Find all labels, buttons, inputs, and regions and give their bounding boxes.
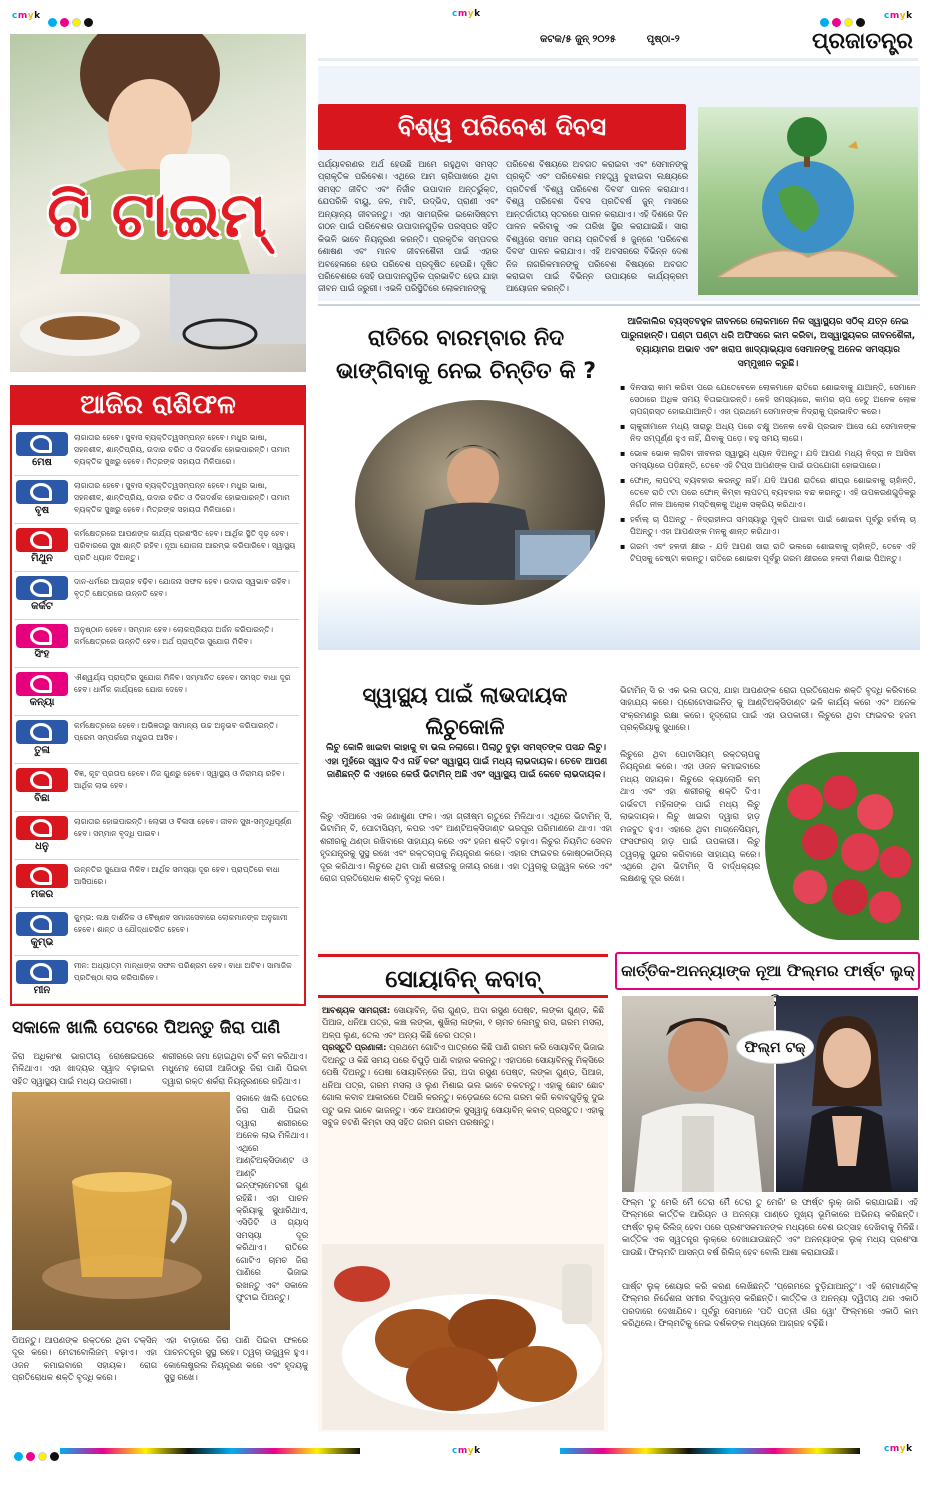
zodiac-icon bbox=[16, 480, 68, 504]
color-dots-left bbox=[48, 12, 96, 31]
lychee-body1: ଲିଚୁ ଏସିଆରେ ଏକ ଜଣାଶୁଣା ଫଳ। ଏହା ଗ୍ରୀଷ୍ମ ଋତୁରେ ମିଳିଥାଏ। ଏଥିରେ ଭିଟାମିନ୍ ସି, ଭିଟାମିନ୍ ବି, ପୋଟାସିୟମ୍, କପର ଏବଂ ଆଣ୍ଟିଅକ୍ସିଡାଣ୍ଟ ଭରପୂର ପରିମାଣରେ ଥାଏ। ଏହା ଶରୀରକୁ ଥଣ୍ଡା ରଖିବାରେ ସାହାଯ୍ୟ କରେ ଏବଂ ହଜମ ଶକ୍ତି ବଢ଼ାଏ। ଲିଚୁର ନିୟମିତ ସେବନ ହୃଦଯନ୍ତ୍ରକୁ ସୁସ୍ଥ ରଖେ ଏବଂ ରକ୍ତଚାପକୁ ନିୟନ୍ତ୍ରଣ କରେ। ଏହାର ଫାଇବର କୋଷ୍ଠକାଠିନ୍ୟ ଦୂର କରିଥାଏ। ଲିଚୁରେ ଥିବା ପାଣି ଶରୀରକୁ ଜଳୀୟ ରଖେ। ଏହା ତ୍ୱଚାକୁ ଉଜ୍ଜ୍ୱଳ କରେ ଏବଂ ରୋଗ ପ୍ରତିରୋଧକ ଶକ୍ତି ବୃଦ୍ଧି କରେ। bbox=[320, 811, 612, 884]
jeera-photo bbox=[12, 1092, 230, 1330]
environment-rule bbox=[318, 304, 920, 306]
zodiac-text: ଲାଗାତାର ହୋଇପାରନ୍ତି। ଲୋଭୀ ଓ ବିଳାସୀ ହେବେ। ଜୀବନ ସୁଖ-ସମୃଦ୍ଧିପୂର୍ଣ୍ଣ ହେବ। ସମ୍ମାନ ବୃଦ୍ଧି ପାଇବ। bbox=[74, 817, 292, 838]
zodiac-icon bbox=[16, 624, 68, 648]
zodiac-name: ବିଛା bbox=[34, 793, 50, 804]
kabab-heading: ସୋୟାବିନ୍ କବାବ୍ bbox=[385, 965, 541, 993]
lychee-photo bbox=[765, 752, 919, 940]
zodiac-text: ଅନୁଷ୍ଠାନ ହେବେ। ସମ୍ମାନ ହେବ। ଲୋକପ୍ରିୟତା ଅର୍ଜନ କରିପାରନ୍ତି। କର୍ମକ୍ଷେତ୍ରରେ ଉନ୍ନତି ହେବ। ଅର୍ଥ ପ୍ରାପ୍ତିର ସୁଯୋଗ ମିଳିବ। bbox=[74, 625, 274, 646]
zodiac-text: ଐଶ୍ୱର୍ଯ୍ୟ ପ୍ରାପ୍ତିର ସୁଯୋଗ ମିଳିବ। ସମ୍ମାନିତ ହେବେ। ସମସ୍ତ ବାଧା ଦୂର ହେବ। ଧାର୍ମିକ କାର୍ଯ୍ୟରେ ଯୋଗ ଦେବେ। bbox=[74, 673, 291, 694]
color-strip bbox=[60, 1448, 360, 1454]
zodiac-icon bbox=[16, 672, 68, 696]
horoscope-title bbox=[10, 385, 306, 425]
zodiac-name: ବୃଷ bbox=[34, 505, 50, 516]
horoscope-row bbox=[14, 670, 299, 716]
sleep-points bbox=[620, 382, 916, 632]
film-talk-label: ଫିଲ୍ମ ଟକ୍ bbox=[744, 1040, 806, 1056]
brand-name: ପ୍ରଜାତନ୍ତ୍ର bbox=[812, 28, 913, 54]
film-photo-actress bbox=[776, 996, 918, 1192]
lychee-title-line2: ଲିଚୁକୋଳି bbox=[425, 714, 505, 739]
zodiac-icon bbox=[16, 816, 68, 840]
sleep-tip: ▪ ଦିନସାରା କାମ କରିବା ପରେ ଯେତେବେଳେ ଲୋକମାନେ ରାତିରେ ଶୋଇବାକୁ ଯାଆନ୍ତି, ସେମାନେ ସେଠାରେ ଅଧିକ ସମୟ ବିତାଇପାରନ୍ତି। କେହି ସମସ୍ୟାରେ, କାମର ଚାପ ହେତୁ ଅନେକ ଲୋକ ଚାପଗ୍ରସ୍ତ ହୋଇଯାଆନ୍ତି। ଏହା ପ୍ରଥମେ ସେମାନଙ୍କ ନିଦ୍ରାକୁ ପ୍ରଭାବିତ କରେ। bbox=[620, 382, 916, 418]
jeera-col1: ଜିରା ଅଧିକାଂଶ ଭାରତୀୟ ରୋଷେଇଘରେ ମିଳିଥାଏ। ଏହା ଖାଦ୍ୟର ସ୍ୱାଦ ବଢ଼ାଇବା ସହିତ ସ୍ୱାସ୍ଥ୍ୟ ପାଇଁ ମଧ୍ୟ ଉପକାରୀ। bbox=[12, 1051, 154, 1086]
cmyk-mark-right: cmyk bbox=[884, 11, 913, 21]
zodiac-icon bbox=[16, 864, 68, 888]
top-bar bbox=[0, 0, 930, 30]
tea-time-heading: ଟି ଟାଇମ୍ bbox=[47, 178, 267, 251]
cmyk-mark-bottom-center: cmyk bbox=[452, 1446, 481, 1456]
zodiac-icon bbox=[16, 960, 68, 984]
jeera-bottom1: ପିଅନ୍ତୁ। ଆପଣଙ୍କ ରକ୍ତରେ ଥିବା ଟକ୍ସିନ୍ ଦୂର କରେ। ମେଟାବୋଲିଜମ୍ ବଢ଼ାଏ। ଏହା ଓଜନ କମାଇବାରେ ସହାୟକ। ରୋଗ ପ୍ରତିରୋଧକ ଶକ୍ତି ବୃଦ୍ଧି କରେ। bbox=[12, 1335, 157, 1383]
sleep-tip: ▪ ଗରମ ଏବଂ ହଳଦୀ କ୍ଷୀର - ଯଦି ଆପଣ ସାରା ରାତି ଭଲରେ ଶୋଇବାକୁ ଚାହାଁନ୍ତି, ତେବେ ଏହି ଟିପ୍ସକୁ ଚେଷ୍ଟା କରନ୍ତୁ। ରାତିରେ ଶୋଇବା ପୂର୍ବରୁ ଗରମ କ୍ଷୀରରେ ହଳଦୀ ମିଶାଇ ପିଅନ୍ତୁ। bbox=[620, 541, 916, 565]
zodiac-icon bbox=[16, 432, 68, 456]
zodiac-icon bbox=[16, 528, 68, 552]
zodiac-name: ତୁଳା bbox=[34, 745, 50, 756]
date-line bbox=[540, 34, 680, 45]
film-body: ଫିଲ୍ମ 'ତୁ ମେରି ମୈଁ ତେରା ମୈଁ ତେରା ତୁ ମେରି' ର ଫାର୍ଷ୍ଟ ଲୁକ୍ ଜାରି କରାଯାଇଛି। ଏହି ଫିଲ୍ମରେ କାର୍ତ୍ତିକ ଆରିୟନ ଓ ଅନନ୍ୟା ପାଣ୍ଡେ ମୁଖ୍ୟ ଭୂମିକାରେ ଅଭିନୟ କରିଛନ୍ତି। ଫାର୍ଷ୍ଟ ଲୁକ୍ ରିଲିଜ୍ ହେବା ପରେ ପ୍ରଶଂସକମାନଙ୍କ ମଧ୍ୟରେ ବେଶ ଉତ୍ସାହ ଦେଖିବାକୁ ମିଳିଛି। କାର୍ତ୍ତିକ ଏକ ସ୍ୱତନ୍ତ୍ର ଲୁକ୍‌ରେ ଦେଖାଯାଉଛନ୍ତି ଏବଂ ଅନନ୍ୟାଙ୍କ ଲୁକ୍ ମଧ୍ୟ ପ୍ରଶଂସା ପାଉଛି। ଫିଲ୍ମଟି ଆସନ୍ତା ବର୍ଷ ରିଲିଜ୍ ହେବ ବୋଲି ଆଶା କରାଯାଉଛି। bbox=[622, 1197, 918, 1257]
sleep-intro: ଆଜିକାଲିର ବ୍ୟସ୍ତବହୁଳ ଜୀବନରେ ଲୋକମାନେ ନିଜ ସ୍ୱାସ୍ଥ୍ୟର ସଠିକ୍ ଯତ୍ନ ନେଇ ପାରୁନାହାନ୍ତି। ଘଣ୍ଟା ଘଣ୍ଟା ଧରି ଅଫିସରେ କାମ କରିବା, ଅସ୍ୱାସ୍ଥ୍ୟକର ଜୀବନଶୈଳୀ, ବ୍ୟାୟାମର ଅଭାବ ଏବଂ ଖରାପ ଖାଦ୍ୟାଭ୍ୟାସ ସେମାନଙ୍କୁ ଅନେକ ସମସ୍ୟାର ସମ୍ମୁଖୀନ କରୁଛି। bbox=[620, 317, 916, 369]
sleep-title bbox=[320, 322, 612, 388]
kabab-photo bbox=[322, 1244, 604, 1430]
horoscope-row bbox=[14, 862, 299, 908]
zodiac-name: ସିଂହ bbox=[34, 649, 50, 660]
cmyk-mark-left: cmyk bbox=[12, 11, 41, 21]
horoscope-row bbox=[14, 430, 299, 476]
bottom-bar bbox=[0, 1440, 930, 1464]
zodiac-name: କର୍କଟ bbox=[31, 601, 53, 612]
sleep-tip: ▪ ଚାକୁରୀମାନେ ମଧ୍ୟ ସାରାରୁ ଅଧ୍ୟ ପରେ ଚକ୍ଷୁ ଅନେକ ବେଶି ପ୍ରଭାବ ଆସେ ଯେ ସେମାନଙ୍କ ନିଦ ସମ୍ପୂର୍ଣ୍ଣ ହୁଏ ନାହିଁ, ଯିବାକୁ ପଡ଼େ। ବହୁ ସମୟ ଲାଗେ। bbox=[620, 421, 916, 445]
sleep-title-line1: ରାତିରେ ବାରମ୍ବାର ନିଦ bbox=[367, 326, 565, 351]
zodiac-name: ଧନୁ bbox=[35, 841, 49, 852]
zodiac-text: ଲାଗାତାର ହେବେ। ସୁବାସ ବ୍ୟକ୍ତିତ୍ୱସମ୍ପନ୍ନ ହେବେ। ମଧୁର ଭାଷା, ସହନଶୀଳ, ଶାନ୍ତିପ୍ରିୟ, ଉଦାର ଚରିତ ଓ ଦିଗଦର୍ଶକ ହୋଇପାରନ୍ତି। ତାମାମ ବ୍ୟକ୍ତିକ ସୁଖରୁ ହେବେ। ମିତ୍ରଙ୍କ ସହାୟତା ମିଳିପାରେ। bbox=[74, 481, 290, 514]
lychee-body3: ଲିଚୁରେ ଥିବା ପୋଟାସିୟମ୍ ରକ୍ତଚାପକୁ ନିୟନ୍ତ୍ରଣ କରେ। ଏହା ଓଜନ କମାଇବାରେ ମଧ୍ୟ ସହାୟକ। ଲିଚୁରେ କ୍ୟାଲୋରି କମ୍ ଥାଏ ଏବଂ ଏହା ଶରୀରକୁ ଶକ୍ତି ଦିଏ। ଗର୍ଭବତୀ ମହିଳାଙ୍କ ପାଇଁ ମଧ୍ୟ ଲିଚୁ ଲାଭଦାୟକ। ଲିଚୁ ଖାଇବା ଦ୍ୱାରା ହାଡ଼ ମଜବୁତ ହୁଏ। ଏହାରେ ଥିବା ମାଗ୍ନେସିୟମ୍, ଫସଫରସ୍ ହାଡ଼ ପାଇଁ ଉପକାରୀ। ଲିଚୁ ତ୍ୱଚାକୁ ସୁନ୍ଦର କରିବାରେ ସାହାଯ୍ୟ କରେ। ଏଥିରେ ଥିବା ଭିଟାମିନ୍ ସି ବାର୍ଦ୍ଧକ୍ୟର ଲକ୍ଷଣକୁ ଦୂର ରଖେ। bbox=[620, 749, 760, 884]
horoscope-row bbox=[14, 574, 299, 620]
brand-logo bbox=[812, 28, 913, 54]
zodiac-text: ଉନ୍ନତିର ସୁଯୋଗ ମିଳିବ। ଆର୍ଥିକ ସମସ୍ୟା ଦୂର ହେବ। ପ୍ରାପ୍ତିରେ ବାଧା ଆସିପାରେ। bbox=[74, 865, 280, 886]
zodiac-name: ମକର bbox=[30, 889, 54, 900]
issue-date: କଟକ/୫ ଜୁନ୍ ୨୦୨୫ bbox=[540, 34, 616, 45]
cmyk-mark-center: cmyk bbox=[452, 9, 481, 19]
horoscope-row bbox=[14, 526, 299, 572]
jeera-heading: ସକାଳେ ଖାଲି ପେଟରେ ପିଅନ୍ତୁ ଜିରା ପାଣି bbox=[12, 1018, 281, 1038]
zodiac-text: କର୍ମକ୍ଷେତ୍ରରେ ହେବେ। ଅଭିଜ୍ଞତାରୁ ସାମାନ୍ୟ ଉଚ୍ଚ ଅନୁଭବ କରିପାରନ୍ତି। ପ୍ରେମ ସମ୍ପର୍କରେ ମଧୁରତା ଆସିବ। bbox=[74, 721, 278, 742]
lychee-lead: ଲିଚୁ କୋଳି ଖାଇବା କାହାକୁ ବା ଭଲ ନଲାଗେ। ପିଲାଠୁ ବୁଢ଼ା ସମସ୍ତଙ୍କ ପସନ୍ଦ ଲିଚୁ। ଏହା ମୁହଁରେ ସ୍ୱାଦ ଦିଏ ନାହିଁ ବରଂ ସ୍ୱାସ୍ଥ୍ୟ ପାଇଁ ମଧ୍ୟ ଲାଭଦାୟକ। ତେବେ ଆପଣ ଜାଣିଛନ୍ତି କି ଏହାରେ କେଉଁ ଭିଟାମିନ୍ ଅଛି ଏବଂ ସ୍ୱାସ୍ଥ୍ୟ ପାଇଁ କେବେ ଲାଭଦାୟକ। bbox=[324, 743, 608, 780]
horoscope-heading: ଆଜିର ରାଶିଫଳ bbox=[80, 390, 236, 420]
zodiac-name: ମିଥୁନ bbox=[31, 553, 53, 564]
environment-photo bbox=[698, 107, 918, 295]
header-rule bbox=[318, 58, 918, 61]
page-number: ପୃଷ୍ଠା-୨ bbox=[646, 34, 680, 45]
zodiac-icon bbox=[16, 768, 68, 792]
ingredients-label: ଆବଶ୍ୟକ ସାମଗ୍ରୀ: bbox=[322, 1005, 391, 1015]
zodiac-text: ବିଜ୍ଞ, କୂଟ ପ୍ରତାପ ହେବେ। ନିଜ ଗୁଣରୁ ହେବେ। ସ୍ୱାସ୍ଥ୍ୟ ଓ ନିରାମୟ ରହିବ। ଆର୍ଥିକ ଲାଭ ହେବ। bbox=[74, 769, 285, 790]
zodiac-text: କୁମ୍ଭ: ଲକ୍ଷ ଦାର୍ଶନିକ ଓ ବୈଷ୍ଣବ ସମାଜସେବାରେ ଲୋକମାନଙ୍କ ଅନୁଗାମୀ ହେବେ। ଶାନ୍ତ ଓ ଯୌଦ୍ଧାଚରିତ ହେବେ। bbox=[74, 913, 288, 934]
zodiac-name: ମୀନ bbox=[33, 985, 51, 996]
lychee-body2: ଭିଟାମିନ୍ ସି ର ଏକ ଭଲ ଉତ୍ସ, ଯାହା ଆପଣଙ୍କ ରୋଗ ପ୍ରତିରୋଧକ ଶକ୍ତି ବୃଦ୍ଧି କରିବାରେ ସାହାଯ୍ୟ କରେ। ପ୍ରୋଟୋସାଇନିଡ୍ କୁ ଆଣ୍ଟିଅକ୍ସିଡାଣ୍ଟ ଭଳି କାର୍ଯ୍ୟ କରେ ଏବଂ ଅନେକ ସଂକ୍ରମଣରୁ ରକ୍ଷା କରେ। ହୃଦ୍‌ରୋଗ ପାଇଁ ଏହା ଉପକାରୀ। ଲିଚୁରେ ଥିବା ଫାଇବର ହଜମ ପ୍ରକ୍ରିୟାକୁ ସୁଧାରେ। bbox=[620, 685, 916, 733]
environment-col1: ପର୍ଯ୍ୟାବରଣର ଅର୍ଥ ହେଉଛି ଆମେ ରହୁଥିବା ସମସ୍ତ ପ୍ରାକୃତିକ ପରିବେଶ। ଏଥିରେ ଆମ ଚାରିପାଖରେ ଥିବା ସମସ୍ତ ଜୀବିତ ଏବଂ ନିର୍ଜୀବ ଉପାଦାନ ଅନ୍ତର୍ଭୁକ୍ତ, ଯେପରିକି ବାୟୁ, ଜଳ, ମାଟି, ଉଦ୍ଭିଦ, ପ୍ରାଣୀ ଏବଂ ଅନ୍ୟାନ୍ୟ ଜୀବଜନ୍ତୁ। ଏହା ସାମଗ୍ରିକ ଇକୋସିଷ୍ଟମ ଗଠନ ପାଇଁ ପରିବେଶର ଉପାଦାନଗୁଡ଼ିକ ପରସ୍ପର ସହିତ କିଭଳି ଭାବେ ନିୟନ୍ତ୍ରଣ କରନ୍ତି। ପ୍ରକୃତିକ ସମ୍ପଦର ଶୋଷଣ ଏବଂ ମାନବ ଜୀବନଶୈଳୀ ପାଇଁ ଏହାର ଅବହେଳାରେ ହେଉ ପରିବେଶ ପ୍ରଦୂଷିତ ହେଉଛି। ଦୂଷିତ ପରିବେଶରେ ସେହି ଉପାଦାନଗୁଡ଼ିକ ପ୍ରଭାବିତ ହେଉ ଯାହା ଜୀବନ ପାଇଁ ଜରୁରୀ। ଏଭଳି ପରିସ୍ଥିତିରେ ଲୋକମାନଙ୍କୁ bbox=[318, 159, 498, 294]
sleep-tip: ▪ ଭୋକ ଭୋକ ଲାଗିବା ଜୀବନର ସ୍ୱାସ୍ଥ୍ୟ ଧ୍ୟାନ ଦିଅନ୍ତୁ। ଯଦି ଆପଣ ମଧ୍ୟ ନିଦ୍ରା ନ ଆସିବା ସମସ୍ୟାରେ ପଡ଼ିଛନ୍ତି, ତେବେ ଏହି ଟିପ୍ସ ଆପଣଙ୍କ ପାଇଁ ଉପଯୋଗୀ ହୋଇପାରେ। bbox=[620, 448, 916, 472]
horoscope-row bbox=[14, 718, 299, 764]
jeera-side: ସକାଳେ ଖାଲି ପେଟରେ ଜିରା ପାଣି ପିଇବା ଦ୍ୱାରା ଶରୀରରେ ଅନେକ ଲାଭ ମିଳିଥାଏ। ଏଥିରେ ଆଣ୍ଟିଅକ୍ସିଡାଣ୍ଟ ଓ ଆଣ୍ଟି ଇନ୍‌ଫ୍ଲାମେଟରୀ ଗୁଣ ରହିଛି। ଏହା ପାଚନ କ୍ରିୟାକୁ ସୁଧାରିଥାଏ, ଏସିଡିଟି ଓ ଗ୍ୟାସ୍ ସମସ୍ୟା ଦୂର କରିଥାଏ। ରାତିରେ ଗୋଟିଏ ଚାମଚ ଜିରା ପାଣିରେ ଭିଜାଇ ରଖନ୍ତୁ ଏବଂ ସକାଳେ ଫୁଟାଇ ପିଅନ୍ତୁ। bbox=[236, 1093, 308, 1302]
zodiac-icon bbox=[16, 576, 68, 600]
lychee-title bbox=[320, 680, 610, 743]
zodiac-name: କୁମ୍ଭ bbox=[30, 937, 54, 948]
zodiac-name: କନ୍ୟା bbox=[29, 697, 55, 708]
film-photo-actor bbox=[622, 996, 774, 1192]
cmyk-mark-bottom-right: cmyk bbox=[884, 1444, 913, 1454]
film-heading: କାର୍ତ୍ତିକ-ଅନନ୍ୟାଙ୍କ ନୂଆ ଫିଲ୍ମର ଫାର୍ଷ୍ଟ ଲୁକ୍ bbox=[621, 962, 915, 980]
zodiac-text: ଦାନ-ଧର୍ମରେ ଆଗ୍ରହ ବଢ଼ିବ। ଯୋଜନା ସଫଳ ହେବ। ଉଦାର ସ୍ୱଭାବ ରହିବ। ବୃତ୍ତି କ୍ଷେତ୍ରରେ ଉନ୍ନତି ହେବ। bbox=[74, 577, 290, 598]
color-strip-right bbox=[560, 1448, 860, 1454]
kabab-recipe bbox=[322, 1004, 604, 1240]
sleep-tip: ▪ ଫୋନ୍, ଲାପଟପ୍ ବ୍ୟବହାର କରନ୍ତୁ ନାହିଁ। ଯଦି ଆପଣ ରାତିରେ ଶୀଘ୍ର ଶୋଇବାକୁ ଚାହାଁନ୍ତି, ତେବେ ରାତି ୯ଟା ପରେ ଫୋନ୍ କିମ୍ବା ଲାପଟପ୍ ବ୍ୟବହାର ବନ୍ଦ କରନ୍ତୁ। ଏହି ଉପକରଣଗୁଡ଼ିକରୁ ନିର୍ଗତ ନୀଳ ଆଲୋକ ମସ୍ତିଷ୍କକୁ ଅଧିକ ସକ୍ରିୟ କରିଥାଏ। bbox=[620, 475, 916, 511]
horoscope-row bbox=[14, 766, 299, 812]
tea-time-title bbox=[12, 178, 302, 252]
jeera-bottom2: ଏହା ବାଡ଼ାରେ ଜିରା ପାଣି ପିଇବା ଫଳରେ ପାଚନତନ୍ତ୍ର ସୁସ୍ଥ ରହେ। ତ୍ୱଚା ଉଜ୍ଜ୍ୱଳ ହୁଏ। କୋଲେଷ୍ଟ୍ରଲ ନିୟନ୍ତ୍ରଣ କରେ ଏବଂ ହୃଦୟକୁ ସୁସ୍ଥ ରଖେ। bbox=[164, 1335, 308, 1383]
method-label: ପ୍ରସ୍ତୁତି ପ୍ରଣାଳୀ: bbox=[322, 1042, 387, 1053]
jeera-col2: ଶରୀରରେ ଜମା ହୋଇଥିବା ଚର୍ବି କମ କରିଥାଏ। ମଧୁମେହ ରୋଗୀ ଆଜିଠାରୁ ଜିରା ପାଣି ପିଇବା ଦ୍ୱାରା ରକ୍ତ ଶର୍କରା ନିୟନ୍ତ୍ରଣରେ ରହିଥାଏ। bbox=[162, 1051, 307, 1086]
sleep-title-line2: ଭାଙ୍ଗିବାକୁ ନେଇ ଚିନ୍ତିତ କି ? bbox=[335, 359, 597, 384]
color-dots-bottom-left bbox=[14, 1446, 62, 1465]
sleep-tip: ▪ ହର୍ବାଲ୍ ଚା ପିଅନ୍ତୁ - ନିଦ୍ରାହୀନତା ସମସ୍ୟାରୁ ମୁକ୍ତି ପାଇବା ପାଇଁ ଶୋଇବା ପୂର୍ବରୁ ହର୍ବାଲ୍ ଚା ପିଅନ୍ତୁ। ଏହା ଆପଣଙ୍କ ମନକୁ ଶାନ୍ତ କରିଥାଏ। bbox=[620, 514, 916, 538]
zodiac-text: ଲାଗାତାର ହେବେ। ସୁବାସ ବ୍ୟକ୍ତିତ୍ୱସମ୍ପନ୍ନ ହେବେ। ମଧୁର ଭାଷା, ସହନଶୀଳ, ଶାନ୍ତିପ୍ରିୟ, ଉଦାର ଚରିତ ଓ ଦିଗଦର୍ଶକ ହୋଇପାରନ୍ତି। ତାମାମ ବ୍ୟକ୍ତିକ ସୁଖରୁ ହେବେ। ମିତ୍ରଙ୍କ ସହାୟତା ମିଳିପାରେ। bbox=[74, 433, 290, 466]
zodiac-icon bbox=[16, 912, 68, 936]
method-text: ପ୍ରଥମେ ଗୋଟିଏ ପାତ୍ରରେ କିଛି ପାଣି ଗରମ କରି ସୋୟାବିନ୍ ଭିଜାଇ ଦିଅନ୍ତୁ ଓ କିଛି ସମୟ ପରେ ଚିପୁଡ଼ି ପାଣି ବାହାର କରନ୍ତୁ। ଏହାପରେ ସୋୟାବିନ୍‌କୁ ମିକ୍ସିରେ ପେଷି ଦିଅନ୍ତୁ। ପେଷା ସୋୟାବିନ୍‌ରେ ଜିରା, ଅଦା ରସୁଣ ପେଷ୍ଟ, ଲଙ୍କା ଗୁଣ୍ଡ, ପିଆଜ, ଧନିଆ ପତ୍ର, ଗରମ ମସଲା ଓ ଲୁଣ ମିଶାଇ ଭଲ ଭାବେ ଚକଟନ୍ତୁ। ଏହାକୁ ଛୋଟ ଛୋଟ ଗୋଲ କବାବ ଆକାରରେ ତିଆରି କରନ୍ତୁ। କଡ଼େଇରେ ତେଲ ଗରମ କରି କବାବଗୁଡ଼ିକୁ ଦୁଇ ପଟୁ ଭଲ ଭାବେ ଭାଜନ୍ତୁ। ଏବେ ଆପଣଙ୍କ ସୁସ୍ୱାଦୁ ସୋୟାବିନ୍ କବାବ୍ ପ୍ରସ୍ତୁତ। ଏହାକୁ ସବୁଜ ଚଟଣି କିମ୍ବା ସସ୍ ସହିତ ଗରମ ଗରମ ପରଷନ୍ତୁ। bbox=[322, 1042, 604, 1127]
film-body2: ପାର୍ଷ୍ଟ ଲୁକ୍ ଶେୟାର କରି କରଣ ଲେଖିଛନ୍ତି 'ପ୍ରେମରେ ବୁଡ଼ିଯାଆନ୍ତୁ'। ଏହି ରୋମାଣ୍ଟିକ୍ ଫିଲ୍ମର ନିର୍ଦ୍ଦେଶନା ସମୀର ବିଦ୍ୱାନ୍ସ କରିଛନ୍ତି। କାର୍ତ୍ତିକ ଓ ଅନନ୍ୟା ଦ୍ୱିତୀୟ ଥର ଏକାଠି ପରଦାରେ ଦେଖାଯିବେ। ପୂର୍ବରୁ ସେମାନେ 'ପତି ପତ୍ନୀ ଔର ୱୋ' ଫିଲ୍ମରେ ଏକାଠି କାମ କରିଥିଲେ। ଫିଲ୍ମଟିକୁ ନେଇ ଦର୍ଶକଙ୍କ ମଧ୍ୟରେ ଆଗ୍ରହ ବଢ଼ିଛି। bbox=[622, 1281, 918, 1329]
environment-col2: ପରିବେଶ ବିଷୟରେ ଅବଗତ କରାଇବା ଏବଂ ସେମାନଙ୍କୁ ପ୍ରକୃତି ଏବଂ ପରିବେଶର ମହତ୍ତ୍ୱ ବୁଝାଇବା ଲକ୍ଷ୍ୟରେ ପ୍ରତିବର୍ଷ 'ବିଶ୍ୱ ପରିବେଶ ଦିବସ' ପାଳନ କରାଯାଏ। ବିଶ୍ୱ ପରିବେଶ ଦିବସ ପ୍ରତିବର୍ଷ ଜୁନ୍ ମାସରେ ଆନ୍ତର୍ଜାତୀୟ ସ୍ତରରେ ପାଳନ କରାଯାଏ। ଏହି ଦିଶରେ ଦିନ ପାଳନ କରିବାକୁ ଏକ ତାରିଖ ସ୍ଥିର କରାଯାଇଛି। ସାରା ବିଶ୍ୱରେ ସମାନ ସମୟ ପ୍ରତିବର୍ଷ ୫ ଜୁନ୍‌ରେ 'ପରିବେଶ ଦିବସ' ପାଳନ କରାଯାଏ। ଏହି ଅବସରରେ ବିଭିନ୍ନ ଦେଶ ନିଜ ନାଗରିକମାନଙ୍କୁ ପରିବେଶ ବିଷୟରେ ଅବଗତ କରାଇବା ପାଇଁ ବିଭିନ୍ନ ଉପାୟରେ କାର୍ଯ୍ୟକ୍ରମ ଆୟୋଜନ କରନ୍ତି। bbox=[506, 159, 688, 294]
environment-heading: ବିଶ୍ୱ ପରିବେଶ ଦିବସ bbox=[397, 112, 607, 141]
horoscope-row bbox=[14, 958, 299, 1004]
film-talk-badge bbox=[736, 1030, 814, 1064]
environment-title bbox=[318, 104, 686, 150]
sleep-photo bbox=[355, 400, 605, 605]
horoscope-row bbox=[14, 910, 299, 956]
zodiac-icon bbox=[16, 720, 68, 744]
horoscope-row bbox=[14, 478, 299, 524]
kabab-title bbox=[318, 954, 608, 998]
horoscope-row bbox=[14, 622, 299, 668]
ingredients-text: ସୋୟାବିନ୍, ଜିରା ଗୁଣ୍ଡ, ଅଦା ରସୁଣ ପେଷ୍ଟ, ଲଙ୍କା ଗୁଣ୍ଡ, କିଛି ପିଆଜ, ଧନିଆ ପତ୍ର, କଞ୍ଚା ଲଙ୍କା, ଶୁଖିଲା ଲଙ୍କା, ୧ ଚାମଚ ଲେମ୍ବୁ ରସ, ଗରମ ମସଲା, ଅଳ୍ପ ଲୁଣ, ତେଲ ଏବଂ ଅନ୍ୟ କିଛି ଚେର ପତ୍ର। bbox=[322, 1005, 604, 1040]
lychee-title-line1: ସ୍ୱାସ୍ଥ୍ୟ ପାଇଁ ଲାଭଦାୟକ bbox=[362, 683, 568, 707]
jeera-title bbox=[12, 1018, 312, 1038]
zodiac-text: ମୀନ: ଅଧ୍ୟାତ୍ମ ମାନ୍ଧାଙ୍କ ସଫଳ ପରିଶ୍ରମ ହେବ। ବାଧା ଅଟିବ। ସାମାଜିକ ପ୍ରତିଷ୍ଠା ଲାଭ କରିପାରିବେ। bbox=[74, 961, 292, 982]
horoscope-row bbox=[14, 814, 299, 860]
zodiac-name: ମେଷ bbox=[32, 457, 52, 468]
zodiac-text: କର୍ମକ୍ଷେତ୍ରରେ ଆପଣଙ୍କ କାର୍ଯ୍ୟ ପ୍ରଶଂସିତ ହେବ। ଆର୍ଥିକ ସ୍ଥିତି ଦୃଢ଼ ହେବ। ପରିବାରରେ ସୁଖ ଶାନ୍ତି ରହିବ। ନୂଆ ଯୋଜନା ଆରମ୍ଭ କରିପାରିବେ। ସ୍ୱାସ୍ଥ୍ୟ ପ୍ରତି ଧ୍ୟାନ ଦିଅନ୍ତୁ। bbox=[74, 529, 296, 562]
